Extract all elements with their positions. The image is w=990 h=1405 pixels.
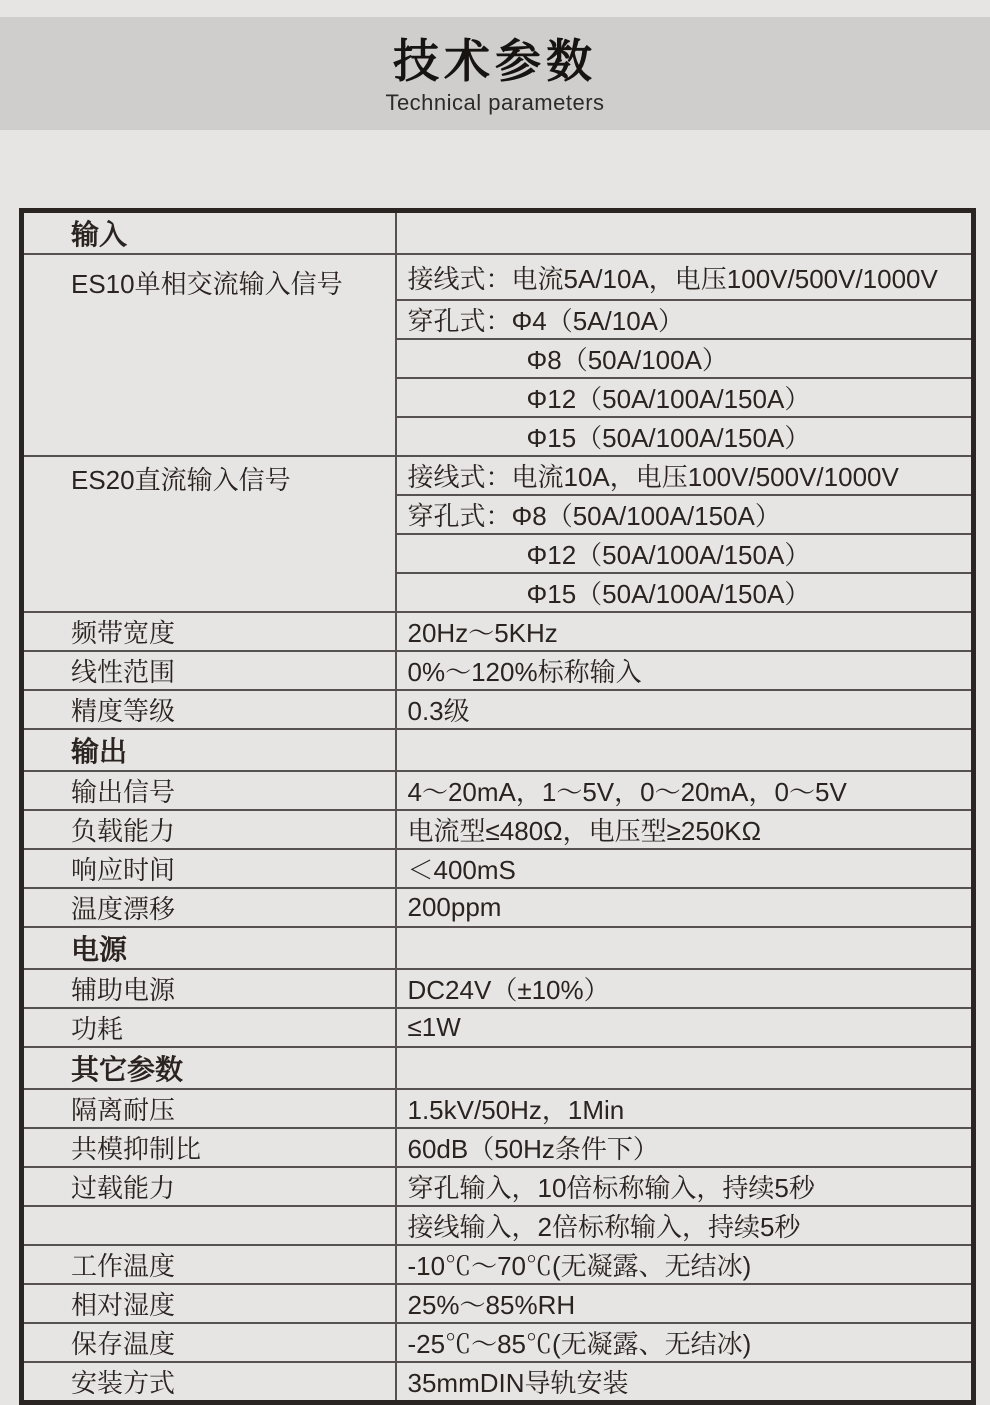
param-label: 相对湿度 bbox=[22, 1284, 396, 1323]
param-label: 共模抑制比 bbox=[22, 1128, 396, 1167]
table-row bbox=[22, 211, 974, 255]
page-subtitle: Technical parameters bbox=[385, 89, 605, 115]
table-row bbox=[22, 1128, 974, 1167]
param-value: Φ12（50A/100A/150A） bbox=[396, 378, 974, 417]
table-row bbox=[22, 1167, 974, 1206]
param-value: 4～20mA，1～5V，0～20mA，0～5V bbox=[396, 771, 974, 810]
section-label: 其它参数 bbox=[22, 1047, 396, 1089]
param-value: DC24V（±10%） bbox=[396, 969, 974, 1008]
table-row bbox=[22, 1047, 974, 1089]
table-row bbox=[22, 456, 974, 495]
param-label: 隔离耐压 bbox=[22, 1089, 396, 1128]
table-row bbox=[22, 771, 974, 810]
param-value: Φ15（50A/100A/150A） bbox=[396, 573, 974, 612]
table-row bbox=[22, 1245, 974, 1284]
param-value: 接线式：电流5A/10A，电压100V/500V/1000V bbox=[396, 254, 974, 300]
table-row bbox=[22, 810, 974, 849]
param-value: 穿孔式：Φ8（50A/100A/150A） bbox=[396, 495, 974, 534]
table-row bbox=[22, 1206, 974, 1245]
param-value: -25℃～85℃(无凝露、无结冰) bbox=[396, 1323, 974, 1362]
table-row bbox=[22, 927, 974, 969]
table-row bbox=[22, 1008, 974, 1047]
param-value: 60dB（50Hz条件下） bbox=[396, 1128, 974, 1167]
param-value: 20Hz～5KHz bbox=[396, 612, 974, 651]
table-row bbox=[22, 1323, 974, 1362]
param-label: 频带宽度 bbox=[22, 612, 396, 651]
param-label: ES20直流输入信号 bbox=[22, 456, 396, 612]
param-label: 线性范围 bbox=[22, 651, 396, 690]
param-label: 响应时间 bbox=[22, 849, 396, 888]
param-label: 温度漂移 bbox=[22, 888, 396, 927]
param-value bbox=[396, 211, 974, 255]
table-row bbox=[22, 651, 974, 690]
param-value bbox=[396, 729, 974, 771]
page-header bbox=[0, 36, 990, 116]
param-value: 接线式：电流10A，电压100V/500V/1000V bbox=[396, 456, 974, 495]
param-label: 精度等级 bbox=[22, 690, 396, 729]
table-row bbox=[22, 1284, 974, 1323]
param-value: 穿孔输入，10倍标称输入，持续5秒 bbox=[396, 1167, 974, 1206]
table-row bbox=[22, 1362, 974, 1403]
table-row bbox=[22, 969, 974, 1008]
param-label: ES10单相交流输入信号 bbox=[22, 254, 396, 456]
param-value: ≤1W bbox=[396, 1008, 974, 1047]
table-row bbox=[22, 849, 974, 888]
param-value: 穿孔式：Φ4（5A/10A） bbox=[396, 300, 974, 339]
tech-params-table-wrap bbox=[19, 208, 976, 1405]
param-value bbox=[396, 927, 974, 969]
section-label: 电源 bbox=[22, 927, 396, 969]
section-label: 输出 bbox=[22, 729, 396, 771]
param-value: Φ8（50A/100A） bbox=[396, 339, 974, 378]
param-value: 1.5kV/50Hz，1Min bbox=[396, 1089, 974, 1128]
param-value: 200ppm bbox=[396, 888, 974, 927]
tech-params-table-body bbox=[22, 211, 974, 1403]
param-label: 辅助电源 bbox=[22, 969, 396, 1008]
param-value: -10℃～70℃(无凝露、无结冰) bbox=[396, 1245, 974, 1284]
param-value: 0.3级 bbox=[396, 690, 974, 729]
tech-params-table bbox=[19, 208, 976, 1405]
param-label: 过载能力 bbox=[22, 1167, 396, 1206]
param-value: 25%～85%RH bbox=[396, 1284, 974, 1323]
table-row bbox=[22, 612, 974, 651]
table-row bbox=[22, 888, 974, 927]
param-label: 输出信号 bbox=[22, 771, 396, 810]
table-row bbox=[22, 254, 974, 300]
param-label: 工作温度 bbox=[22, 1245, 396, 1284]
param-value: 35mmDIN导轨安装 bbox=[396, 1362, 974, 1403]
param-value: ＜400mS bbox=[396, 849, 974, 888]
param-value: Φ12（50A/100A/150A） bbox=[396, 534, 974, 573]
param-value bbox=[396, 1047, 974, 1089]
section-label: 输入 bbox=[71, 219, 128, 250]
param-value: 0%～120%标称输入 bbox=[396, 651, 974, 690]
param-label: 功耗 bbox=[22, 1008, 396, 1047]
param-label: 负载能力 bbox=[22, 810, 396, 849]
table-row bbox=[22, 1089, 974, 1128]
param-label bbox=[22, 1206, 396, 1245]
param-value: Φ15（50A/100A/150A） bbox=[396, 417, 974, 456]
page-title: 技术参数 bbox=[393, 35, 597, 87]
table-row bbox=[22, 729, 974, 771]
table-row bbox=[22, 690, 974, 729]
param-label: 安装方式 bbox=[22, 1362, 396, 1403]
param-label: 保存温度 bbox=[22, 1323, 396, 1362]
param-value: 电流型≤480Ω，电压型≥250KΩ bbox=[396, 810, 974, 849]
param-value: 接线输入，2倍标称输入，持续5秒 bbox=[396, 1206, 974, 1245]
